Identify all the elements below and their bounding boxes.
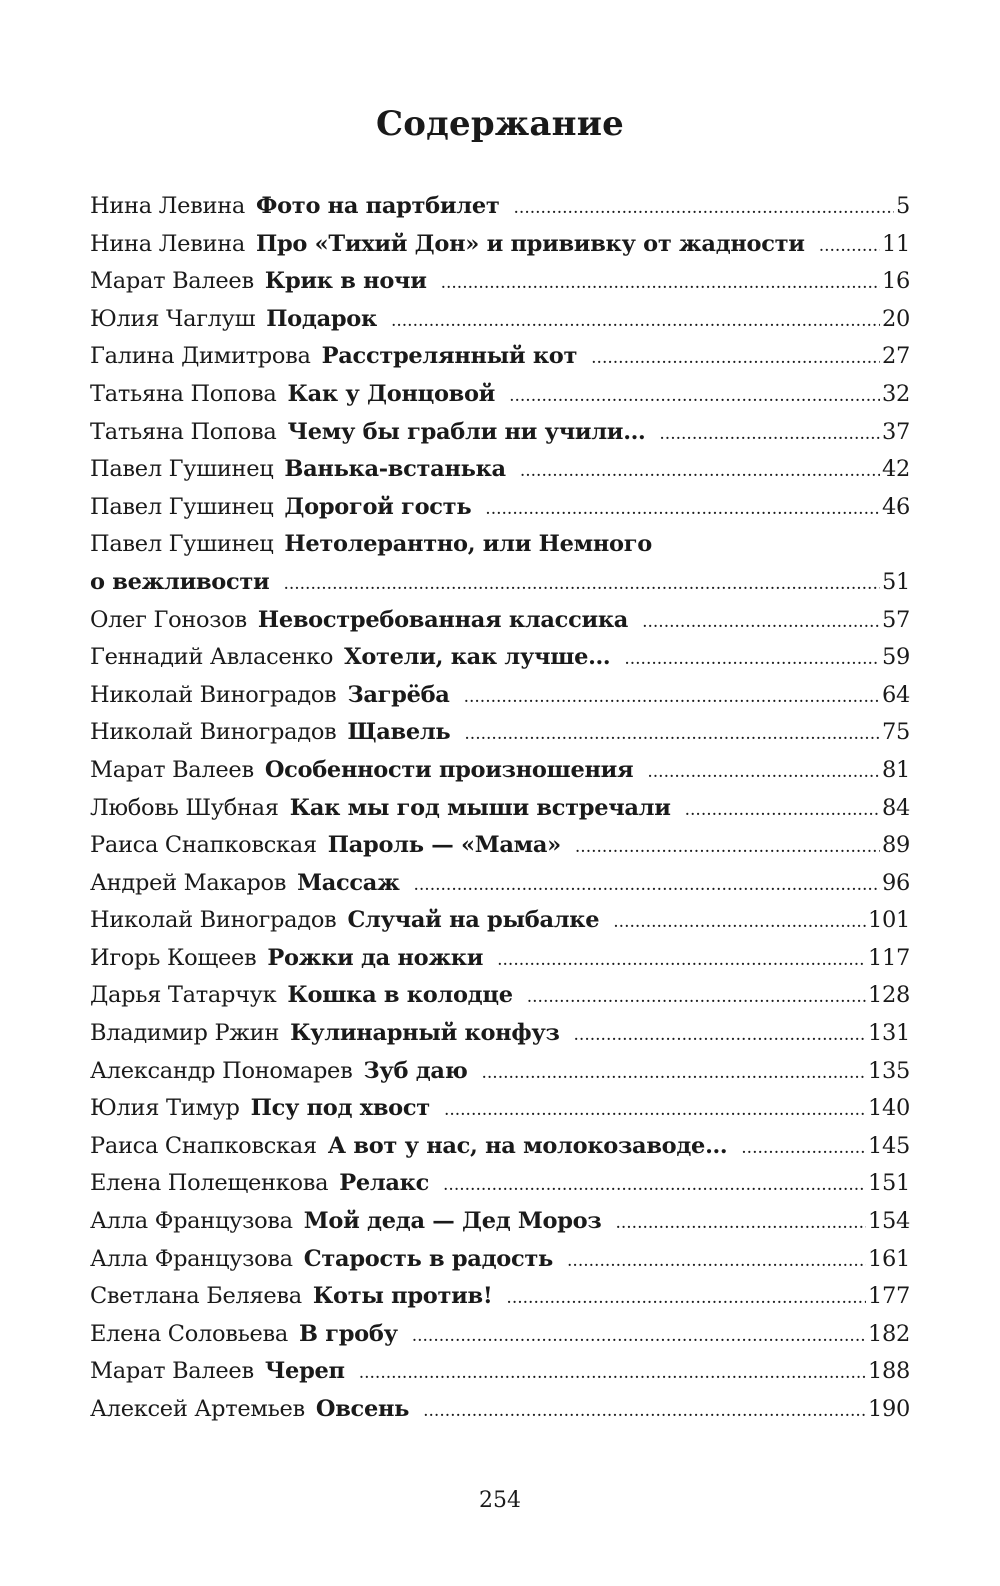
toc-row [90, 526, 910, 564]
toc-entry[interactable] [90, 489, 910, 527]
toc-entry[interactable] [90, 1203, 910, 1241]
toc-entry[interactable] [90, 1316, 910, 1354]
toc-author: Николай Виноградов [90, 681, 337, 708]
toc-title: Овсень [315, 1396, 410, 1422]
dot-leader [647, 754, 880, 792]
toc-author: Любовь Шубная [90, 794, 279, 821]
toc-page-number: 161 [867, 1245, 910, 1272]
toc-title: А вот у нас, на молокозаводе… [327, 1132, 728, 1159]
toc-page-number: 16 [881, 268, 910, 295]
toc-page-number: 64 [881, 681, 910, 708]
toc-row [90, 564, 910, 602]
toc-title: Рожки да ножки [267, 944, 484, 971]
toc-page-number: 190 [867, 1396, 910, 1422]
toc-title: Щавель [347, 719, 451, 746]
toc-entry[interactable] [90, 451, 910, 489]
toc-entry[interactable] [90, 677, 910, 715]
toc-title: Хотели, как лучше… [344, 644, 611, 671]
toc-entry[interactable] [90, 1391, 910, 1429]
dot-leader [574, 1017, 866, 1055]
toc-row [90, 226, 910, 264]
toc-row [90, 639, 910, 677]
toc-page-number: 140 [867, 1095, 910, 1122]
toc-entry[interactable] [90, 639, 910, 677]
toc-row [90, 188, 910, 226]
toc-title: Чему бы грабли ни учили… [287, 418, 646, 445]
toc-row [90, 940, 910, 978]
toc-row [90, 301, 910, 339]
toc-row [90, 338, 910, 376]
toc-entry[interactable] [90, 790, 910, 828]
dot-leader [685, 792, 880, 830]
toc-title: Подарок [266, 305, 377, 332]
toc-entry[interactable] [90, 263, 910, 301]
dot-leader [423, 1393, 866, 1431]
dot-leader [391, 303, 880, 341]
toc-title-continued: о вежливости [90, 568, 270, 595]
toc-author: Татьяна Попова [90, 380, 277, 407]
toc-entry[interactable] [90, 1015, 910, 1053]
dot-leader [444, 1092, 866, 1130]
toc-page-number: 46 [881, 493, 910, 520]
toc-row [90, 376, 910, 414]
toc-row [90, 263, 910, 301]
toc-title: Кошка в колодце [287, 982, 513, 1009]
toc-title: Как мы год мыши встречали [289, 794, 671, 821]
page-number: 254 [479, 1488, 521, 1513]
toc-page-number: 42 [881, 456, 910, 483]
dot-leader [443, 1167, 866, 1205]
toc-page-number: 27 [881, 343, 910, 370]
toc-title: Пароль — «Мама» [327, 832, 561, 859]
page-title: Содержание [376, 104, 624, 144]
toc-title: Коты против! [312, 1283, 493, 1310]
toc-author: Владимир Ржин [90, 1020, 280, 1047]
toc-page-number: 51 [881, 568, 910, 595]
toc-title: Расстрелянный кот [321, 343, 578, 370]
dot-leader [575, 829, 880, 867]
dot-leader [615, 1205, 866, 1243]
toc-row [90, 790, 910, 828]
dot-leader [485, 491, 880, 529]
dot-leader [659, 416, 880, 454]
toc-author: Александр Пономарев [90, 1057, 353, 1084]
toc-row [90, 1128, 910, 1166]
toc-row [90, 1278, 910, 1316]
toc-author: Нина Левина [90, 230, 246, 257]
dot-leader [613, 904, 866, 942]
toc-author: Алла Французова [90, 1245, 293, 1272]
toc-entry[interactable] [90, 226, 910, 264]
dot-leader [741, 1130, 866, 1168]
toc-page-number: 131 [867, 1020, 910, 1047]
dot-leader [514, 190, 894, 228]
toc-author: Юлия Тимур [90, 1095, 240, 1122]
toc-entry[interactable] [90, 940, 910, 978]
toc-entry[interactable] [90, 977, 910, 1015]
toc-entry[interactable] [90, 1353, 910, 1391]
toc-page-number: 145 [867, 1132, 910, 1159]
toc-title: Старость в радость [303, 1245, 554, 1272]
toc-row [90, 902, 910, 940]
toc-page-number: 101 [867, 907, 910, 934]
toc-entry[interactable] [90, 1090, 910, 1128]
toc-page-number: 75 [881, 719, 910, 746]
toc-page-number: 151 [867, 1170, 910, 1197]
toc-title: Мой деда — Дед Мороз [303, 1208, 602, 1235]
toc-title: В гробу [299, 1320, 398, 1347]
dot-leader [642, 604, 880, 642]
toc-author: Павел Гушинец [90, 456, 274, 483]
toc-entry[interactable] [90, 338, 910, 376]
toc-author: Елена Полещенкова [90, 1170, 329, 1197]
toc-entry[interactable] [90, 752, 910, 790]
toc-entry[interactable] [90, 1165, 910, 1203]
toc-page-number: 57 [881, 606, 910, 633]
toc-author: Андрей Макаров [90, 869, 287, 896]
toc-page-number: 59 [881, 644, 910, 671]
dot-leader [414, 867, 880, 905]
toc-row [90, 1391, 910, 1429]
toc-page-number: 20 [881, 305, 910, 332]
toc-row [90, 489, 910, 527]
toc-page-number: 89 [881, 832, 910, 859]
dot-leader [481, 1055, 865, 1093]
toc-entry[interactable] [90, 902, 910, 940]
toc-page-number: 154 [867, 1208, 910, 1235]
toc-author: Нина Левина [90, 193, 246, 219]
toc-author: Татьяна Попова [90, 418, 277, 445]
toc-title: Как у Донцовой [287, 380, 496, 407]
toc-entry[interactable] [90, 1128, 910, 1166]
toc-title: Зуб даю [363, 1057, 468, 1084]
toc-author: Дарья Татарчук [90, 982, 277, 1009]
toc-title: Случай на рыбалке [347, 907, 600, 934]
toc-entry[interactable] [90, 188, 910, 226]
toc-row [90, 677, 910, 715]
dot-leader [624, 641, 880, 679]
toc-author: Светлана Беляева [90, 1283, 302, 1310]
dot-leader [464, 716, 880, 754]
dot-leader [520, 453, 880, 491]
toc-row [90, 414, 910, 452]
dot-leader [527, 979, 866, 1017]
toc-row [90, 865, 910, 903]
toc-row [90, 1053, 910, 1091]
toc-entry[interactable] [90, 827, 910, 865]
toc-author: Раиса Снапковская [90, 1132, 317, 1159]
toc-author: Елена Соловьева [90, 1320, 289, 1347]
toc-page-number: 188 [867, 1358, 910, 1385]
dot-leader [509, 378, 880, 416]
toc-entry[interactable] [90, 602, 910, 640]
toc-title: Кулинарный конфуз [290, 1020, 560, 1047]
toc-title: Загрёба [347, 681, 450, 708]
toc-author: Алла Французова [90, 1208, 293, 1235]
toc-title: Невостребованная классика [257, 606, 629, 633]
toc-row [90, 1165, 910, 1203]
toc-title: Фото на партбилет [256, 193, 500, 219]
toc-author: Раиса Снапковская [90, 832, 317, 859]
toc-page-number: 182 [867, 1320, 910, 1347]
dot-leader [567, 1243, 866, 1281]
toc-title: Дорогой гость [284, 493, 472, 520]
toc-page-number: 96 [881, 869, 910, 896]
toc-title: Крик в ночи [264, 268, 427, 295]
toc-author: Олег Гонозов [90, 606, 247, 633]
toc-author: Павел Гушинец [90, 531, 274, 558]
table-of-contents [90, 188, 910, 1429]
toc-row [90, 1015, 910, 1053]
toc-page-number: 128 [867, 982, 910, 1009]
toc-entry[interactable] [90, 714, 910, 752]
toc-author: Марат Валеев [90, 268, 254, 295]
toc-page-number: 11 [881, 230, 910, 257]
toc-author: Павел Гушинец [90, 493, 274, 520]
toc-row [90, 977, 910, 1015]
toc-author: Марат Валеев [90, 1358, 254, 1385]
toc-row [90, 827, 910, 865]
toc-row [90, 752, 910, 790]
toc-entry[interactable] [90, 526, 910, 601]
toc-title: Релакс [339, 1170, 430, 1197]
toc-page-number: 32 [881, 380, 910, 407]
toc-entry[interactable] [90, 301, 910, 339]
toc-page-number: 135 [867, 1057, 910, 1084]
dot-leader [359, 1355, 866, 1393]
toc-page-number: 37 [881, 418, 910, 445]
toc-author: Николай Виноградов [90, 907, 337, 934]
dot-leader [819, 228, 880, 266]
toc-page-number: 177 [867, 1283, 910, 1310]
toc-row [90, 1090, 910, 1128]
toc-page-number: 84 [881, 794, 910, 821]
dot-leader [441, 265, 880, 303]
toc-row [90, 1241, 910, 1279]
toc-entry[interactable] [90, 414, 910, 452]
toc-title: Нетолерантно, или Немного [284, 531, 652, 558]
toc-row [90, 714, 910, 752]
toc-page-number: 5 [895, 193, 910, 219]
toc-entry[interactable] [90, 865, 910, 903]
toc-row [90, 1316, 910, 1354]
toc-title: Особенности произношения [264, 756, 634, 783]
toc-title: Про «Тихий Дон» и прививку от жадности [256, 230, 805, 257]
toc-author: Марат Валеев [90, 756, 254, 783]
toc-author: Юлия Чаглуш [90, 305, 256, 332]
dot-leader [591, 340, 880, 378]
toc-title: Череп [264, 1358, 345, 1385]
toc-author: Галина Димитрова [90, 343, 311, 370]
toc-row [90, 451, 910, 489]
dot-leader [506, 1280, 866, 1318]
toc-author: Игорь Кощеев [90, 944, 257, 971]
toc-entry[interactable] [90, 1278, 910, 1316]
dot-leader [464, 679, 880, 717]
toc-entry[interactable] [90, 376, 910, 414]
dot-leader [497, 942, 866, 980]
toc-entry[interactable] [90, 1241, 910, 1279]
toc-page-number: 81 [881, 756, 910, 783]
toc-row [90, 602, 910, 640]
toc-row [90, 1203, 910, 1241]
dot-leader [283, 566, 880, 604]
toc-title: Массаж [297, 869, 400, 896]
toc-author: Геннадий Авласенко [90, 644, 334, 671]
toc-author: Николай Виноградов [90, 719, 337, 746]
toc-author: Алексей Артемьев [90, 1396, 305, 1422]
toc-title: Псу под хвост [250, 1095, 430, 1122]
toc-title: Ванька-встанька [284, 456, 506, 483]
toc-entry[interactable] [90, 1053, 910, 1091]
toc-page-number: 117 [867, 944, 910, 971]
dot-leader [412, 1318, 866, 1356]
toc-row [90, 1353, 910, 1391]
